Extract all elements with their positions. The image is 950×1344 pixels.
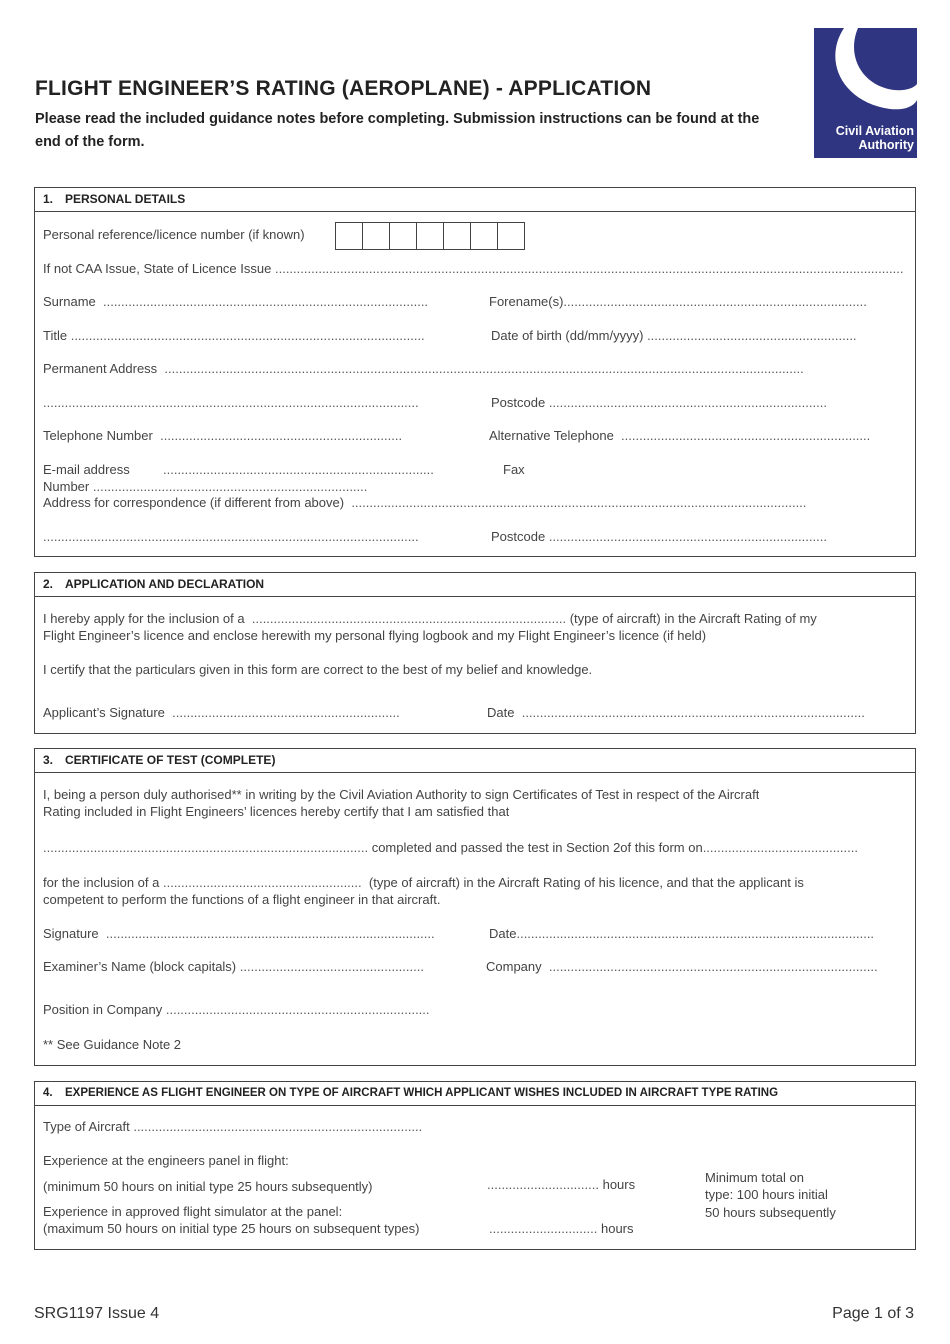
section-heading: 2. APPLICATION AND DECLARATION [35,573,915,597]
logo-text [814,124,914,152]
section-experience [34,1081,916,1250]
cert-para-line2: Rating included in Flight Engineers’ licences hereby certify that I am satisfied that [43,804,510,819]
email-label: E-mail address [43,462,130,477]
section-heading: 1. PERSONAL DETAILS [35,188,915,212]
position-in-company-field[interactable]: Position in Company ......................................................................... [43,1002,430,1017]
section-heading: 3. CERTIFICATE OF TEST (COMPLETE) [35,749,915,773]
postcode-2-field[interactable]: Postcode ............................................................................. [491,529,827,544]
examiner-signature-field[interactable]: Signature ........................................................................................... [43,926,435,941]
address-line-2-field[interactable]: ........................................................................................................ [43,395,419,410]
applicant-signature-field[interactable]: Applicant’s Signature ............................................................... [43,705,400,720]
page-subtitle: Please read the included guidance notes before completing. Submission instructions can be found at the end of the form. [35,111,760,150]
caa-logo [814,28,917,158]
guidance-note: ** See Guidance Note 2 [43,1037,182,1052]
logo-text-line1: Civil Aviation [835,124,914,138]
fax-label: Fax [503,462,525,477]
company-field[interactable]: Company ........................................................................................... [486,959,878,974]
applicant-date-field[interactable]: Date ............................................................................................... [487,705,865,720]
inclusion-line-2: competent to perform the functions of a flight engineer in that aircraft. [43,892,441,907]
state-issue-field[interactable]: If not CAA Issue, State of Licence Issue .............................................................................................................................................................................. [43,261,904,276]
type-of-aircraft-field[interactable]: Type of Aircraft ................................................................................ [43,1119,423,1134]
alt-telephone-field[interactable]: Alternative Telephone ..................................................................... [489,428,871,443]
email-field[interactable]: ........................................................................... [163,462,434,477]
certify-text: I certify that the particulars given in this form are correct to the best of my belief and knowledge. [43,662,593,677]
licence-digit-box[interactable] [416,222,444,250]
surname-field[interactable]: Surname .......................................................................................... [43,294,429,309]
form-id: SRG1197 Issue 4 [34,1305,160,1322]
licence-digit-box[interactable] [335,222,363,250]
licence-digit-box[interactable] [497,222,525,250]
aircraft-type-field[interactable]: I hereby apply for the inclusion of a ....................................................................................... (type of aircraft) in the Aircraft Rating of my [43,611,817,626]
panel-minimum-note: (minimum 50 hours on initial type 25 hours subsequently) [43,1179,373,1194]
panel-hours-field[interactable]: ............................... hours [487,1177,636,1192]
cert-aircraft-type-field[interactable]: for the inclusion of a ....................................................... (type of aircraft) in the Aircraft Rating of his licence, and that the applicant is [43,875,804,890]
minimum-total-line1: Minimum total on [705,1170,804,1185]
licence-digit-box[interactable] [389,222,417,250]
panel-experience-label: Experience at the engineers panel in flight: [43,1153,289,1168]
apply-line-2: Flight Engineer’s licence and enclose herewith my personal flying logbook and my Flight Engineer’s licence (if held) [43,628,707,643]
page-number: Page 1 of 3 [832,1305,914,1322]
minimum-total-line3: 50 hours subsequently [705,1205,836,1220]
telephone-field[interactable]: Telephone Number ................................................................... [43,428,403,443]
licence-digit-box[interactable] [443,222,471,250]
page-title: FLIGHT ENGINEER’S RATING (AEROPLANE) - APPLICATION [35,77,652,100]
section-certificate-of-test [34,748,916,1066]
licence-digit-box[interactable] [362,222,390,250]
candidate-name-field[interactable]: .......................................................................................... completed and passed the test in Section 2of this form on........................................... [43,840,858,855]
logo-text-line2: Authority [858,138,914,152]
section-heading: 4. EXPERIENCE AS FLIGHT ENGINEER ON TYPE OF AIRCRAFT WHICH APPLICANT WISHES INCLUDED IN AIRCRAFT TYPE RATING [35,1082,915,1106]
cert-para-line1: I, being a person duly authorised** in writing by the Civil Aviation Authority to sign Certificates of Test in respect of the Aircraft [43,787,760,802]
simulator-experience-label: Experience in approved flight simulator at the panel: [43,1204,343,1219]
permanent-address-field[interactable]: Permanent Address ................................................................................................................................................................................. [43,361,804,376]
section-application-declaration [34,572,916,734]
licence-number-boxes[interactable] [336,222,525,250]
minimum-total-line2: type: 100 hours initial [705,1187,828,1202]
simulator-hours-field[interactable]: .............................. hours [489,1221,634,1236]
examiner-name-field[interactable]: Examiner’s Name (block capitals) ................................................... [43,959,424,974]
personal-ref-label: Personal reference/licence number (if known) [43,227,305,242]
correspondence-address-field[interactable]: Address for correspondence (if different from above) .............................................................................................................................. [43,495,807,510]
licence-digit-box[interactable] [470,222,498,250]
section-personal-details [34,187,916,557]
forenames-field[interactable]: Forename(s).................................................................................... [489,294,867,309]
postcode-field[interactable]: Postcode ............................................................................. [491,395,827,410]
examiner-date-field[interactable]: Date................................................................................................... [489,926,875,941]
dob-field[interactable]: Date of birth (dd/mm/yyyy) .......................................................... [491,328,857,343]
simulator-maximum-note: (maximum 50 hours on initial type 25 hours on subsequent types) [43,1221,420,1236]
title-field[interactable]: Title .................................................................................................. [43,328,425,343]
fax-number-field[interactable]: Number ............................................................................ [43,479,368,494]
corr-address-line-2-field[interactable]: ........................................................................................................ [43,529,419,544]
